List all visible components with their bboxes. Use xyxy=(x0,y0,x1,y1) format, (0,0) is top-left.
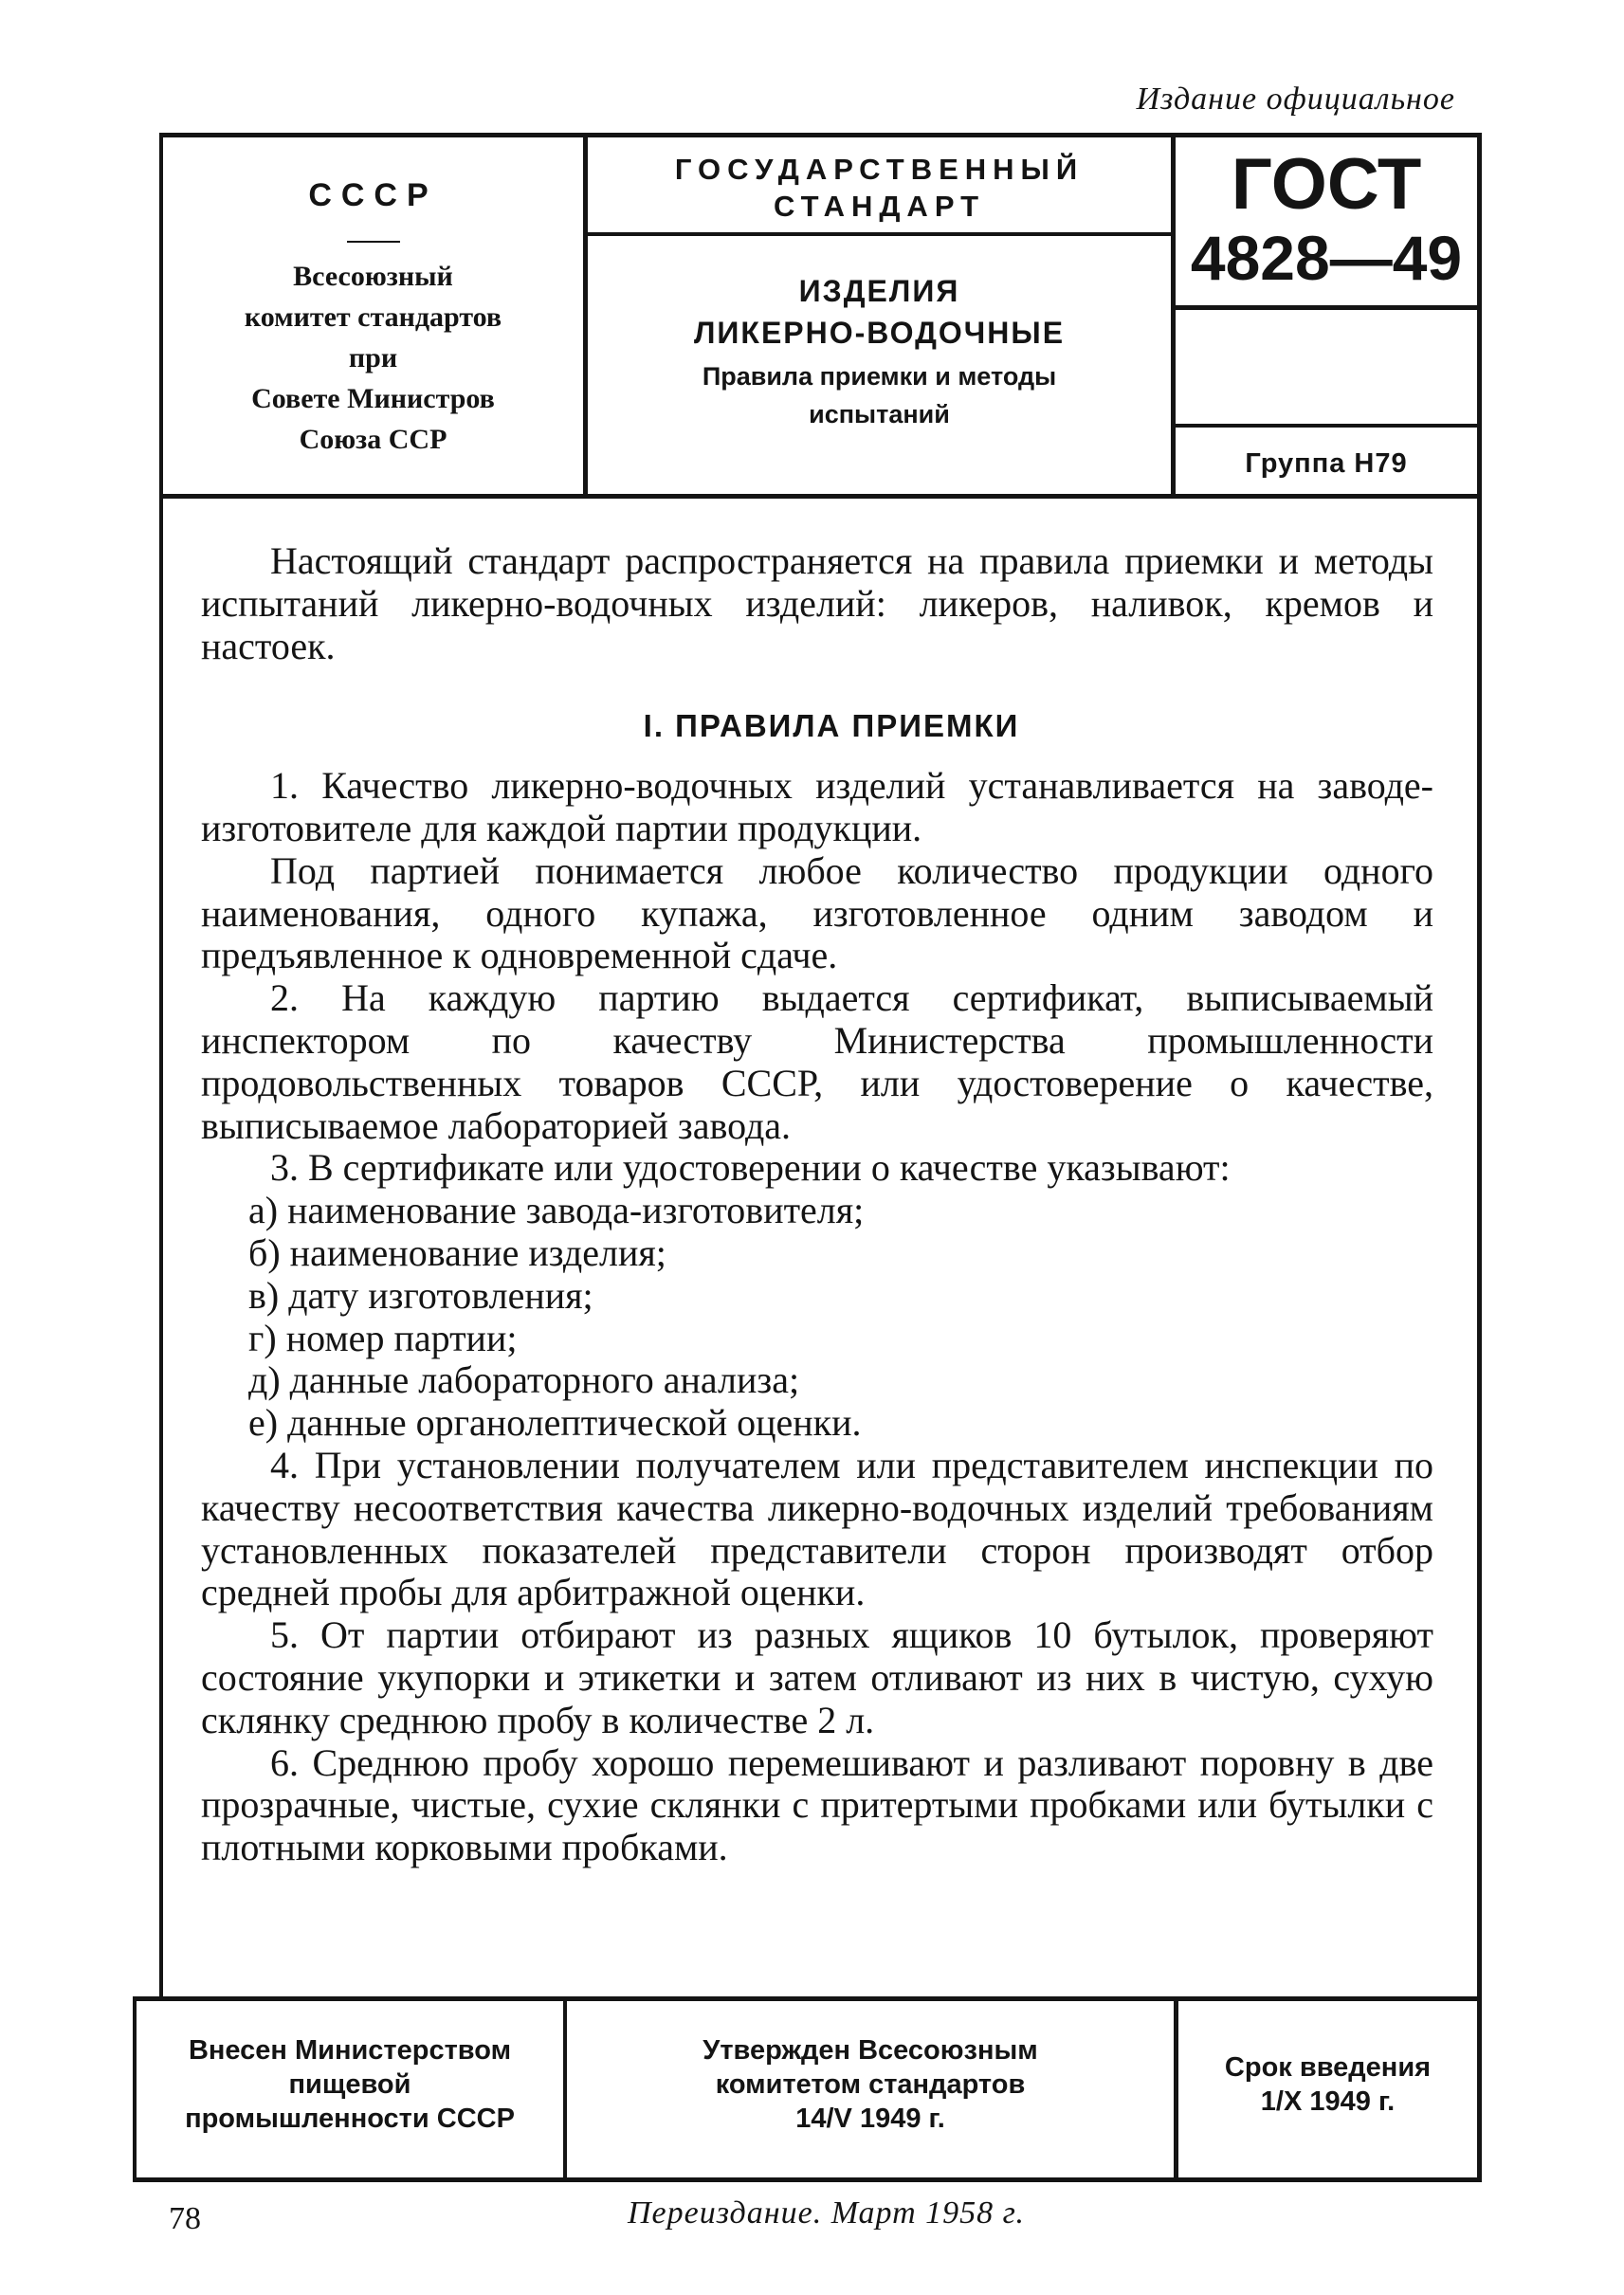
submitted-line: промышленности СССР xyxy=(185,2104,515,2134)
approved-line: Утвержден Всесоюзным xyxy=(703,2035,1038,2066)
list-item: е) данные органолептической оценки. xyxy=(248,1401,862,1445)
document-subtitle xyxy=(588,357,1171,433)
divider-dash xyxy=(347,241,400,243)
committee-line: при xyxy=(348,342,398,373)
committee-line: комитет стандартов xyxy=(244,301,502,333)
committee-line: Союза ССР xyxy=(299,424,447,455)
effective-line: Срок введения xyxy=(1224,2052,1432,2083)
standard-type-line: ГОСУДАРСТВЕННЫЙ xyxy=(674,153,1085,186)
group-code: Группа Н79 xyxy=(1245,448,1408,479)
section-heading: I. ПРАВИЛА ПРИЕМКИ xyxy=(643,708,1020,744)
paragraph-1: 1. Качество ликерно-водочных изделий устанавливается на заводе-изготовителе для каждой партии продукции. xyxy=(201,764,1433,849)
committee-line: Совете Министров xyxy=(251,383,495,414)
header-table xyxy=(159,133,1482,499)
document-title xyxy=(588,270,1171,354)
submitted-line: Внесен Министерством xyxy=(188,2035,512,2066)
document-body xyxy=(201,540,1433,1869)
paragraph-4: 4. При установлении получателем или представителем инспекции по качеству несоответствия качества ликерно-водочных изделий требованиям установленных показателей представители сторон производят отбор средней пробы для арбитражной оценки. xyxy=(201,1443,1433,1614)
country-label: СССР xyxy=(308,177,438,213)
title-line: ЛИКЕРНО-ВОДОЧНЫЕ xyxy=(693,316,1066,350)
list-item: в) дату изготовления; xyxy=(248,1273,593,1317)
list-item: д) данные лабораторного анализа; xyxy=(248,1358,800,1402)
gost-label: ГОСТ xyxy=(1231,144,1422,225)
empty-cell xyxy=(1176,310,1477,428)
committee-line: Всесоюзный xyxy=(293,261,453,292)
paragraph-3: 3. В сертификате или удостоверении о качестве указывают: xyxy=(270,1146,1231,1190)
title-line: ИЗДЕЛИЯ xyxy=(798,274,960,308)
effective-line: 1/X 1949 г. xyxy=(1260,2086,1396,2117)
submitted-line: пищевой xyxy=(288,2069,411,2100)
intro-paragraph: Настоящий стандарт распространяется на правила приемки и методы испытаний ликерно-водочных изделий: ликеров, наливок, кремов и настоек. xyxy=(201,539,1433,667)
approved-line: 14/V 1949 г. xyxy=(795,2104,945,2134)
footer-table xyxy=(133,1996,1482,2182)
list-item: г) номер партии; xyxy=(248,1316,518,1359)
approved-line: комитетом стандартов xyxy=(715,2069,1026,2100)
subtitle-line: испытаний xyxy=(809,400,950,428)
gost-designation xyxy=(1176,137,1477,310)
footer-effective-cell xyxy=(1178,2001,1477,2177)
frame-right-border xyxy=(1477,499,1482,1996)
header-committee-cell xyxy=(163,137,588,494)
footer-submitted-cell xyxy=(137,2001,567,2177)
header-gost-cell xyxy=(1176,137,1477,494)
page-number: 78 xyxy=(169,2201,201,2236)
committee-name xyxy=(163,256,583,460)
paragraph-5: 5. От партии отбирают из разных ящиков 10 бутылок, проверяют состояние укупорки и этикетки и затем отливают из них в чистую, сухую склянку среднюю пробу в количестве 2 л. xyxy=(201,1613,1433,1741)
footer-approved-cell xyxy=(567,2001,1178,2177)
edition-label: Издание официальное xyxy=(1136,82,1455,117)
frame-left-border xyxy=(159,499,163,1996)
subtitle-line: Правила приемки и методы xyxy=(702,362,1057,391)
header-title-cell xyxy=(588,137,1176,494)
paragraph-1b: Под партией понимается любое количество продукции одного наименования, одного купажа, изготовленное одним заводом и предъявленное к одновременной сдаче. xyxy=(201,848,1433,977)
list-item: а) наименование завода-изготовителя; xyxy=(248,1189,865,1232)
standard-type xyxy=(588,137,1171,236)
reprint-note: Переиздание. Март 1958 г. xyxy=(628,2195,1025,2231)
list-item: б) наименование изделия; xyxy=(248,1230,666,1274)
gost-number: 4828—49 xyxy=(1190,223,1463,293)
paragraph-2: 2. На каждую партию выдается сертификат, выписываемый инспектором по качеству Министерства промышленности продовольственных товаров СССР, или удостоверение о качестве, выписываемое лабораторией завода. xyxy=(201,976,1433,1147)
standard-type-line: СТАНДАРТ xyxy=(773,190,986,223)
paragraph-6: 6. Среднюю пробу хорошо перемешивают и разливают поровну в две прозрачные, чистые, сухие склянки с притертыми пробками или бутылки с плотными корковыми пробками. xyxy=(201,1740,1433,1869)
